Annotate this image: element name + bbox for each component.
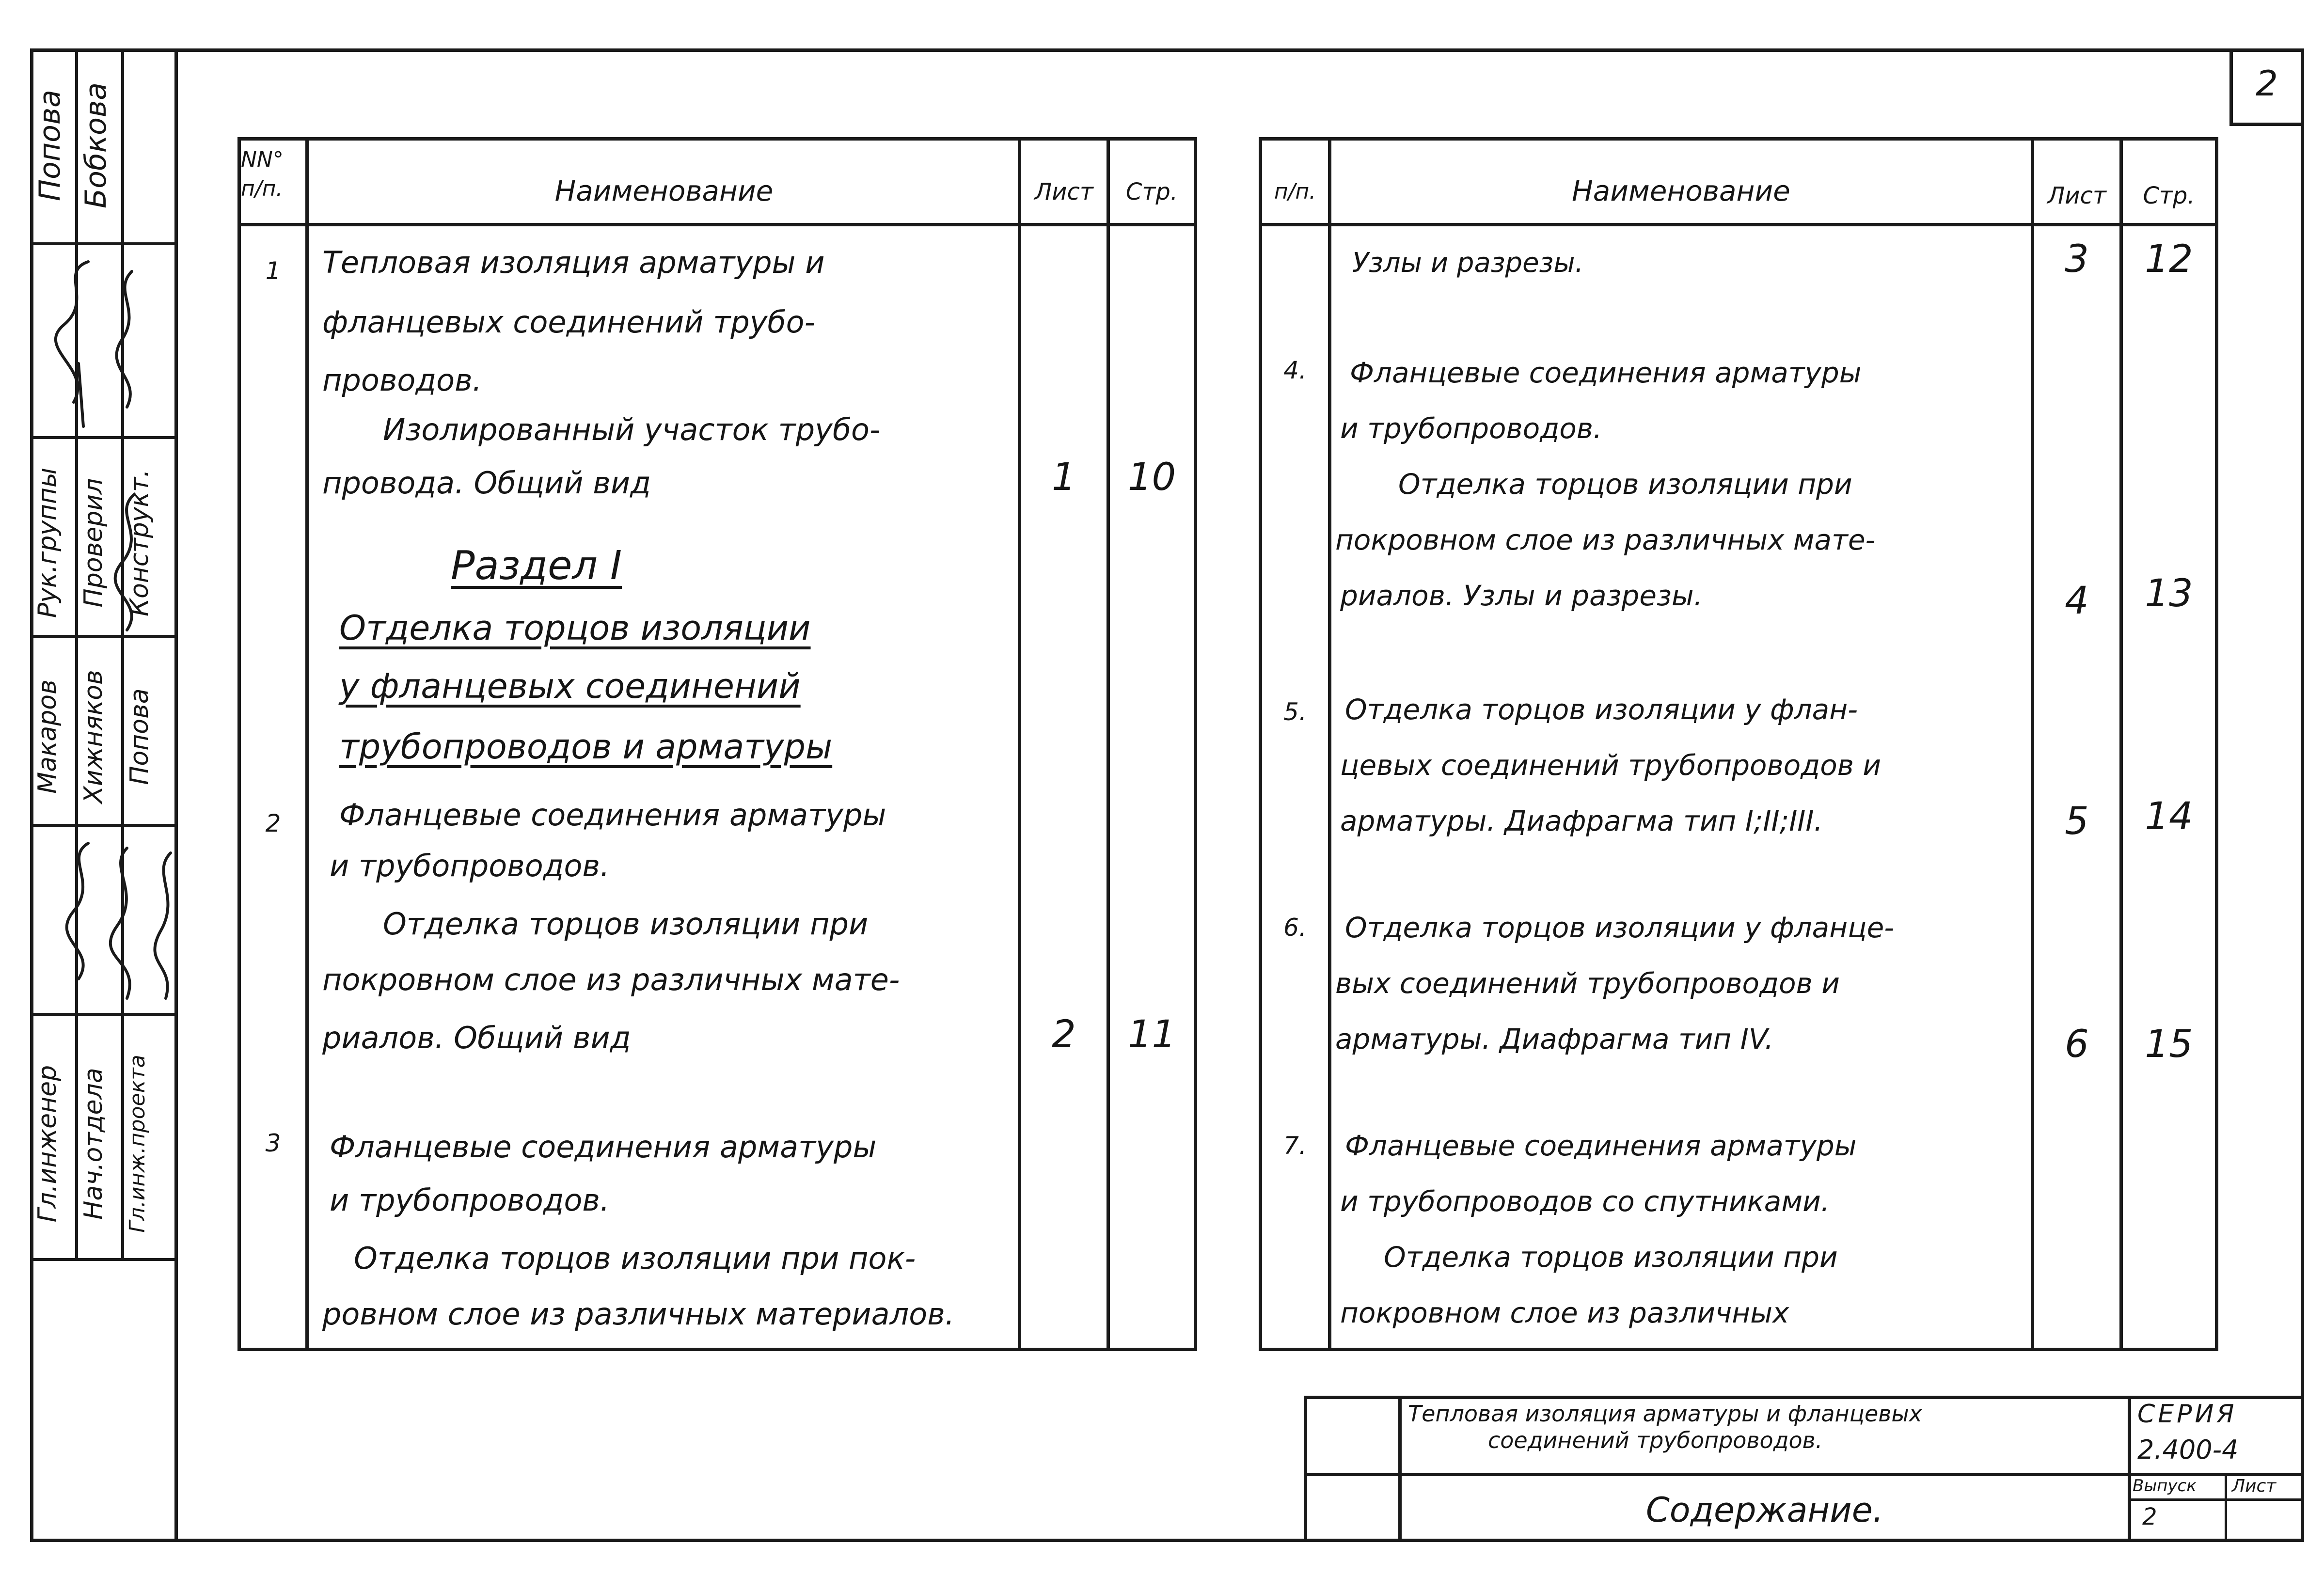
left-row1-line2: фланцевых соединений трубо-	[322, 304, 815, 340]
right-table-col-num	[1328, 137, 1331, 1351]
left-row1-page: 10	[1127, 456, 1176, 499]
title-block-issue-divider	[2128, 1498, 2304, 1501]
title-block-left	[1304, 1396, 1307, 1542]
right-row4-sheet: 4	[2065, 579, 2089, 623]
sheet-number: 2	[2256, 63, 2278, 104]
left-row2-line2: и трубопроводов.	[330, 848, 610, 883]
left-row3-sub1: Отделка торцов изоляции при пок-	[354, 1241, 916, 1276]
right-header-sheet: Лист	[2047, 182, 2106, 209]
section-line2: у фланцевых соединений	[339, 666, 801, 706]
right-row7-num: 7.	[1283, 1132, 1307, 1160]
left-row2-line1: Фланцевые соединения арматуры	[339, 797, 886, 833]
right-row6-sheet: 6	[2065, 1023, 2089, 1066]
inner-frame-left-line	[174, 48, 178, 1542]
title-block-top	[1304, 1396, 2304, 1399]
stamp-role-group-lead: Рук.группы	[33, 467, 62, 618]
left-row2-sub1: Отделка торцов изоляции при	[383, 906, 869, 942]
title-block-issue-label: Выпуск	[2133, 1476, 2197, 1496]
right-row0-line1: Узлы и разрезы.	[1352, 247, 1584, 279]
right-row7-sub2: покровном слое из различных	[1340, 1296, 1789, 1329]
left-header-page: Стр.	[1125, 178, 1178, 205]
left-row3-num: 3	[265, 1129, 281, 1157]
stamp-name-khizhnyakov: Хижняков	[79, 670, 108, 803]
left-table-header-line	[237, 223, 1197, 226]
right-row0-sheet: 3	[2065, 237, 2089, 281]
left-row2-sub3: риалов. Общий вид	[322, 1020, 631, 1055]
title-block-description-2: соединений трубопроводов.	[1488, 1427, 1823, 1453]
right-table-col-page	[2119, 137, 2123, 1351]
left-row2-sheet: 2	[1052, 1013, 1076, 1056]
right-row5-page: 14	[2145, 795, 2193, 838]
title-block-issue-col	[2225, 1473, 2227, 1542]
right-row4-num: 4.	[1283, 356, 1307, 384]
right-header-page: Стр.	[2143, 182, 2195, 209]
right-row6-page: 15	[2145, 1023, 2193, 1066]
stamp-name-popova-2: Попова	[33, 90, 67, 201]
right-row4-sub1: Отделка торцов изоляции при	[1398, 468, 1852, 501]
title-block-series-value: 2.400-4	[2137, 1434, 2239, 1465]
left-table-col-sheet	[1018, 137, 1021, 1351]
right-row5-sheet: 5	[2065, 800, 2089, 843]
left-row3-line2: и трубопроводов.	[330, 1182, 610, 1218]
left-header-name: Наименование	[554, 174, 774, 207]
title-block-series-label: СЕРИЯ	[2137, 1400, 2237, 1429]
title-block-description-1: Тепловая изоляция арматуры и фланцевых	[1408, 1401, 1922, 1427]
right-row4-line2: и трубопроводов.	[1340, 412, 1602, 445]
right-table-col-sheet	[2031, 137, 2034, 1351]
right-row5-line2: цевых соединений трубопроводов и	[1340, 749, 1881, 782]
right-row7-line1: Фланцевые соединения арматуры	[1345, 1129, 1857, 1162]
right-row4-line1: Фланцевые соединения арматуры	[1350, 356, 1862, 389]
right-table	[1259, 137, 2218, 1351]
right-row5-num: 5.	[1283, 698, 1307, 726]
title-block-title: Содержание.	[1645, 1490, 1884, 1530]
right-row5-line3: арматуры. Диафрагма тип I;II;III.	[1340, 804, 1823, 837]
stamp-name-bobkova: Бобкова	[79, 82, 113, 208]
title-block-sheet-label: Лист	[2232, 1476, 2277, 1496]
stamp-role-head-of-department: Нач.отдела	[79, 1068, 108, 1220]
left-header-num: NN° п/п.	[241, 147, 284, 201]
section-line1: Отделка торцов изоляции	[339, 608, 811, 648]
right-row6-line3: арматуры. Диафрагма тип IV.	[1335, 1023, 1774, 1055]
left-table-col-page	[1107, 137, 1110, 1351]
left-row2-page: 11	[1127, 1013, 1176, 1056]
title-block-col-2	[2128, 1396, 2131, 1542]
section-line3: трубопроводов и арматуры	[339, 727, 833, 767]
left-row3-line1: Фланцевые соединения арматуры	[330, 1129, 877, 1165]
left-row1-sub2: провода. Общий вид	[322, 465, 651, 501]
right-row5-line1: Отделка торцов изоляции у флан-	[1345, 693, 1858, 726]
stamp-role-chief-project-engineer: Гл.инж.проекта	[125, 1055, 150, 1233]
stamp-role-chief-engineer: Гл.инженер	[33, 1065, 62, 1223]
right-row7-sub1: Отделка торцов изоляции при	[1384, 1241, 1838, 1274]
right-header-num: п/п.	[1274, 179, 1316, 204]
stamp-role-designer: Конструкт.	[125, 469, 154, 616]
left-row1-num: 1	[265, 257, 281, 285]
stamp-role-checked: Проверил	[79, 478, 108, 608]
stamp-name-popova-1: Попова	[125, 688, 154, 785]
right-row6-num: 6.	[1283, 914, 1307, 942]
left-row1-sheet: 1	[1052, 456, 1076, 499]
stamp-name-makarov: Макаров	[33, 679, 62, 794]
left-row1-line1: Тепловая изоляция арматуры и	[322, 245, 825, 280]
right-header-name: Наименование	[1572, 174, 1790, 207]
right-row4-page: 13	[2145, 572, 2193, 615]
left-row2-num: 2	[265, 809, 281, 837]
left-table-col-num	[305, 137, 309, 1351]
stamp-signatures	[30, 242, 174, 1260]
right-table-header-line	[1259, 223, 2218, 226]
left-row2-sub2: покровном слое из различных мате-	[322, 962, 900, 997]
right-row0-page: 12	[2145, 237, 2193, 281]
section-title: Раздел I	[451, 543, 622, 589]
right-row6-line2: вых соединений трубопроводов и	[1335, 967, 1840, 1000]
left-header-sheet: Лист	[1034, 178, 1093, 205]
left-row1-sub1: Изолированный участок трубо-	[383, 412, 881, 447]
title-block-col-1	[1398, 1396, 1402, 1542]
right-row6-line1: Отделка торцов изоляции у фланце-	[1345, 911, 1895, 944]
right-row4-sub2: покровном слое из различных мате-	[1335, 523, 1876, 556]
left-row3-sub2: ровном слое из различных материалов.	[322, 1296, 955, 1332]
right-row7-line2: и трубопроводов со спутниками.	[1340, 1185, 1830, 1218]
right-row4-sub3: риалов. Узлы и разрезы.	[1340, 579, 1703, 612]
title-block-issue-value: 2	[2142, 1503, 2157, 1530]
left-row1-line3: проводов.	[322, 362, 482, 398]
